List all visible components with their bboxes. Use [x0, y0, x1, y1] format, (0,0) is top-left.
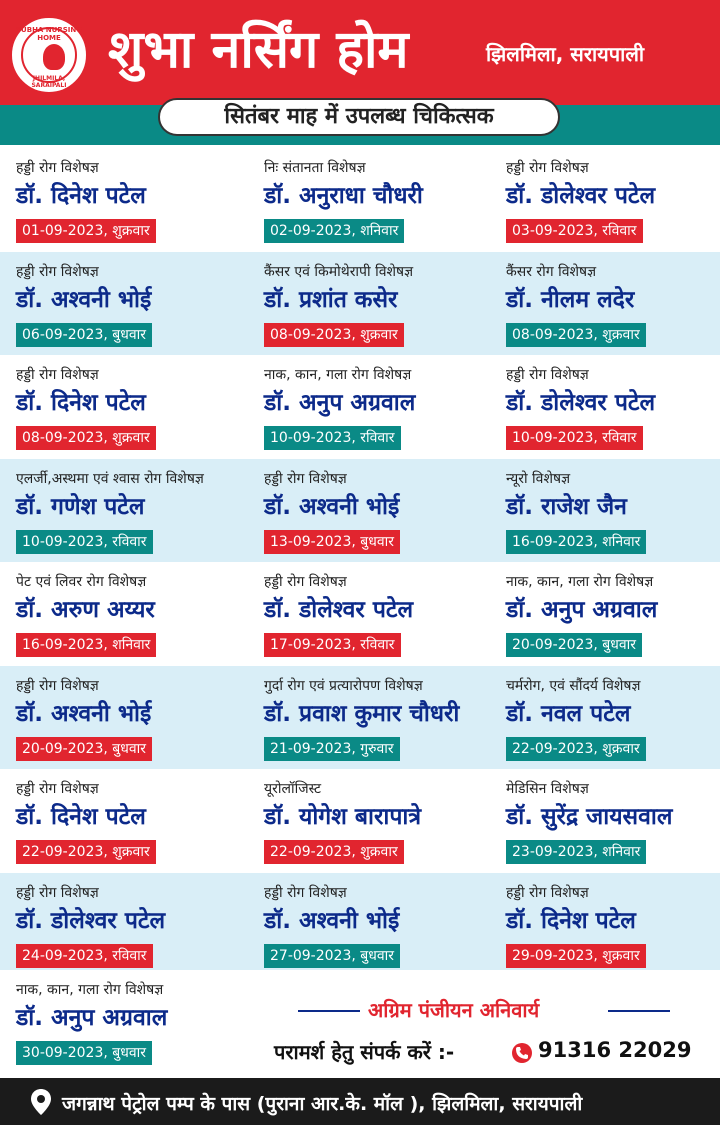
doctor-entry: [506, 562, 720, 665]
doctor-entry: [264, 252, 512, 355]
doctor-entry: [16, 355, 264, 458]
doctor-entry: [506, 355, 720, 458]
specialty-label: कैंसर रोग विशेषज्ञ: [506, 263, 597, 280]
specialty-label: हड्डी रोग विशेषज्ञ: [264, 574, 347, 590]
visit-date-badge: 16-09-2023, शनिवार: [16, 633, 156, 657]
mother-child-icon: [43, 44, 65, 70]
doctor-entry: [16, 970, 264, 1073]
schedule-row: [0, 666, 720, 769]
doctor-entry: [264, 355, 512, 458]
doctor-name: डॉ. अनुप अग्रवाल: [16, 1005, 168, 1031]
doctor-entry: [506, 666, 720, 769]
doctor-name: डॉ. सुरेंद्र जायसवाल: [506, 804, 673, 830]
specialty-label: नाक, कान, गला रोग विशेषज्ञ: [506, 574, 654, 590]
visit-date-badge: 02-09-2023, शनिवार: [264, 219, 404, 243]
doctor-entry: [16, 252, 264, 355]
specialty-label: हड्डी रोग विशेषज्ञ: [506, 160, 589, 176]
specialty-label: हड्डी रोग विशेषज्ञ: [16, 884, 99, 901]
address-footer: [0, 1078, 720, 1125]
visit-date-badge: 23-09-2023, शनिवार: [506, 840, 646, 864]
schedule-row: [0, 459, 720, 562]
doctor-name: डॉ. दिनेश पटेल: [16, 804, 146, 830]
visit-date-badge: 27-09-2023, बुधवार: [264, 944, 400, 968]
logo-bottom-text: JHILMILA, SARAIPALI: [31, 75, 67, 89]
doctor-name: डॉ. डोलेश्वर पटेल: [506, 390, 656, 416]
address-text: जगन्नाथ पेट्रोल पम्प के पास (पुराना आर.के. मॉल ), झिलमिला, सरायपाली: [62, 1093, 583, 1115]
specialty-label: गुर्दा रोग एवं प्रत्यारोपण विशेषज्ञ: [264, 677, 423, 694]
specialty-label: नाक, कान, गला रोग विशेषज्ञ: [16, 982, 164, 998]
specialty-label: निः संतानता विशेषज्ञ: [264, 160, 366, 176]
visit-date-badge: 06-09-2023, बुधवार: [16, 323, 152, 347]
visit-date-badge: 08-09-2023, शुक्रवार: [16, 426, 156, 450]
visit-date-badge: 01-09-2023, शुक्रवार: [16, 219, 156, 243]
doctor-name: डॉ. नवल पटेल: [506, 700, 631, 727]
specialty-label: पेट एवं लिवर रोग विशेषज्ञ: [16, 574, 147, 590]
specialty-label: हड्डी रोग विशेषज्ञ: [506, 367, 589, 383]
doctor-entry: [506, 148, 720, 251]
doctor-entry: [506, 252, 720, 355]
doctor-entry: [16, 562, 264, 665]
schedule-row: [0, 355, 720, 458]
doctor-entry: [506, 873, 720, 976]
doctor-name: डॉ. अनुप अग्रवाल: [264, 390, 416, 416]
advance-registration-notice: अग्रिम पंजीयन अनिवार्य: [368, 998, 540, 1022]
visit-date-badge: 16-09-2023, शनिवार: [506, 530, 646, 554]
divider-right: [608, 1010, 670, 1012]
schedule-row: [0, 252, 720, 355]
doctor-entry: [264, 666, 512, 769]
visit-date-badge: 03-09-2023, रविवार: [506, 219, 643, 243]
doctor-name: डॉ. गणेश पटेल: [16, 493, 145, 520]
doctor-entry: [16, 873, 264, 976]
visit-date-badge: 21-09-2023, गुरुवार: [264, 737, 400, 761]
visit-date-badge: 24-09-2023, रविवार: [16, 944, 153, 968]
specialty-label: हड्डी रोग विशेषज्ञ: [16, 781, 99, 797]
specialty-label: एलर्जी,अस्थमा एवं श्वास रोग विशेषज्ञ: [16, 470, 204, 487]
doctor-name: डॉ. योगेश बारापात्रे: [264, 804, 422, 830]
specialty-label: नाक, कान, गला रोग विशेषज्ञ: [264, 367, 412, 383]
phone-icon: [512, 1043, 532, 1063]
doctor-name: डॉ. डोलेश्वर पटेल: [506, 183, 656, 209]
doctor-entry: [506, 459, 720, 562]
visit-date-badge: 22-09-2023, शुक्रवार: [264, 840, 404, 864]
schedule-row: [0, 769, 720, 872]
specialty-label: हड्डी रोग विशेषज्ञ: [264, 884, 347, 901]
phone-number[interactable]: 91316 22029: [538, 1038, 692, 1062]
visit-date-badge: 17-09-2023, रविवार: [264, 633, 401, 657]
visit-date-badge: 10-09-2023, रविवार: [506, 426, 643, 450]
page-title: शुभा नर्सिंग होम: [108, 20, 409, 80]
logo: [12, 18, 86, 92]
month-heading: सितंबर माह में उपलब्ध चिकित्सक: [158, 98, 560, 136]
specialty-label: कैंसर एवं किमोथेरापी विशेषज्ञ: [264, 263, 414, 280]
doctor-name: डॉ. अरुण अय्यर: [16, 597, 155, 623]
doctor-entry: [16, 769, 264, 872]
visit-date-badge: 10-09-2023, रविवार: [264, 426, 401, 450]
contact-label: परामर्श हेतु संपर्क करें :-: [274, 1040, 455, 1064]
visit-date-badge: 30-09-2023, बुधवार: [16, 1041, 152, 1065]
doctor-name: डॉ. अश्वनी भोई: [16, 700, 152, 727]
visit-date-badge: 13-09-2023, बुधवार: [264, 530, 400, 554]
doctor-entry: [264, 873, 512, 976]
specialty-label: हड्डी रोग विशेषज्ञ: [506, 884, 589, 901]
visit-date-badge: 22-09-2023, शुक्रवार: [16, 840, 156, 864]
specialty-label: हड्डी रोग विशेषज्ञ: [264, 470, 347, 487]
header-banner: [0, 0, 720, 105]
doctor-name: डॉ. अश्वनी भोई: [264, 493, 400, 520]
doctor-name: डॉ. दिनेश पटेल: [16, 183, 146, 209]
visit-date-badge: 10-09-2023, रविवार: [16, 530, 153, 554]
location-subtitle: झिलमिला, सरायपाली: [486, 42, 645, 66]
doctor-entry: [506, 769, 720, 872]
doctor-entry: [264, 459, 512, 562]
doctor-entry: [16, 148, 264, 251]
schedule-row: [0, 873, 720, 976]
doctor-name: डॉ. प्रशांत कसेर: [264, 286, 398, 313]
specialty-label: हड्डी रोग विशेषज्ञ: [16, 160, 99, 176]
doctor-name: डॉ. डोलेश्वर पटेल: [264, 597, 414, 623]
divider-left: [298, 1010, 360, 1012]
doctor-name: डॉ. अश्वनी भोई: [16, 286, 152, 313]
doctor-name: डॉ. अश्वनी भोई: [264, 907, 400, 934]
specialty-label: हड्डी रोग विशेषज्ञ: [16, 677, 99, 694]
doctor-name: डॉ. अनुप अग्रवाल: [506, 597, 658, 623]
doctor-entry: [264, 562, 512, 665]
doctor-entry: [264, 148, 512, 251]
visit-date-badge: 20-09-2023, बुधवार: [506, 633, 642, 657]
visit-date-badge: 22-09-2023, शुक्रवार: [506, 737, 646, 761]
doctor-name: डॉ. राजेश जैन: [506, 493, 627, 520]
specialty-label: चर्मरोग, एवं सौंदर्य विशेषज्ञ: [506, 677, 641, 694]
doctor-name: डॉ. अनुराधा चौधरी: [264, 183, 423, 209]
visit-date-badge: 08-09-2023, शुक्रवार: [264, 323, 404, 347]
doctor-name: डॉ. दिनेश पटेल: [506, 907, 636, 934]
doctor-entry: [264, 769, 512, 872]
specialty-label: हड्डी रोग विशेषज्ञ: [16, 263, 99, 280]
logo-top-text: SUBHA NURSING HOME: [16, 26, 82, 42]
location-pin-icon: [30, 1088, 52, 1116]
doctor-name: डॉ. प्रवाश कुमार चौधरी: [264, 700, 460, 727]
doctor-entry: [16, 459, 264, 562]
specialty-label: न्यूरो विशेषज्ञ: [506, 470, 571, 487]
doctor-name: डॉ. डोलेश्वर पटेल: [16, 907, 166, 934]
specialty-label: यूरोलॉजिस्ट: [264, 781, 322, 797]
doctor-name: डॉ. दिनेश पटेल: [16, 390, 146, 416]
visit-date-badge: 08-09-2023, शुक्रवार: [506, 323, 646, 347]
specialty-label: हड्डी रोग विशेषज्ञ: [16, 367, 99, 383]
schedule-row: [0, 562, 720, 665]
doctor-entry: [16, 666, 264, 769]
visit-date-badge: 20-09-2023, बुधवार: [16, 737, 152, 761]
visit-date-badge: 29-09-2023, शुक्रवार: [506, 944, 646, 968]
doctor-name: डॉ. नीलम लदेर: [506, 286, 635, 313]
specialty-label: मेडिसिन विशेषज्ञ: [506, 781, 589, 797]
schedule-row: [0, 148, 720, 251]
